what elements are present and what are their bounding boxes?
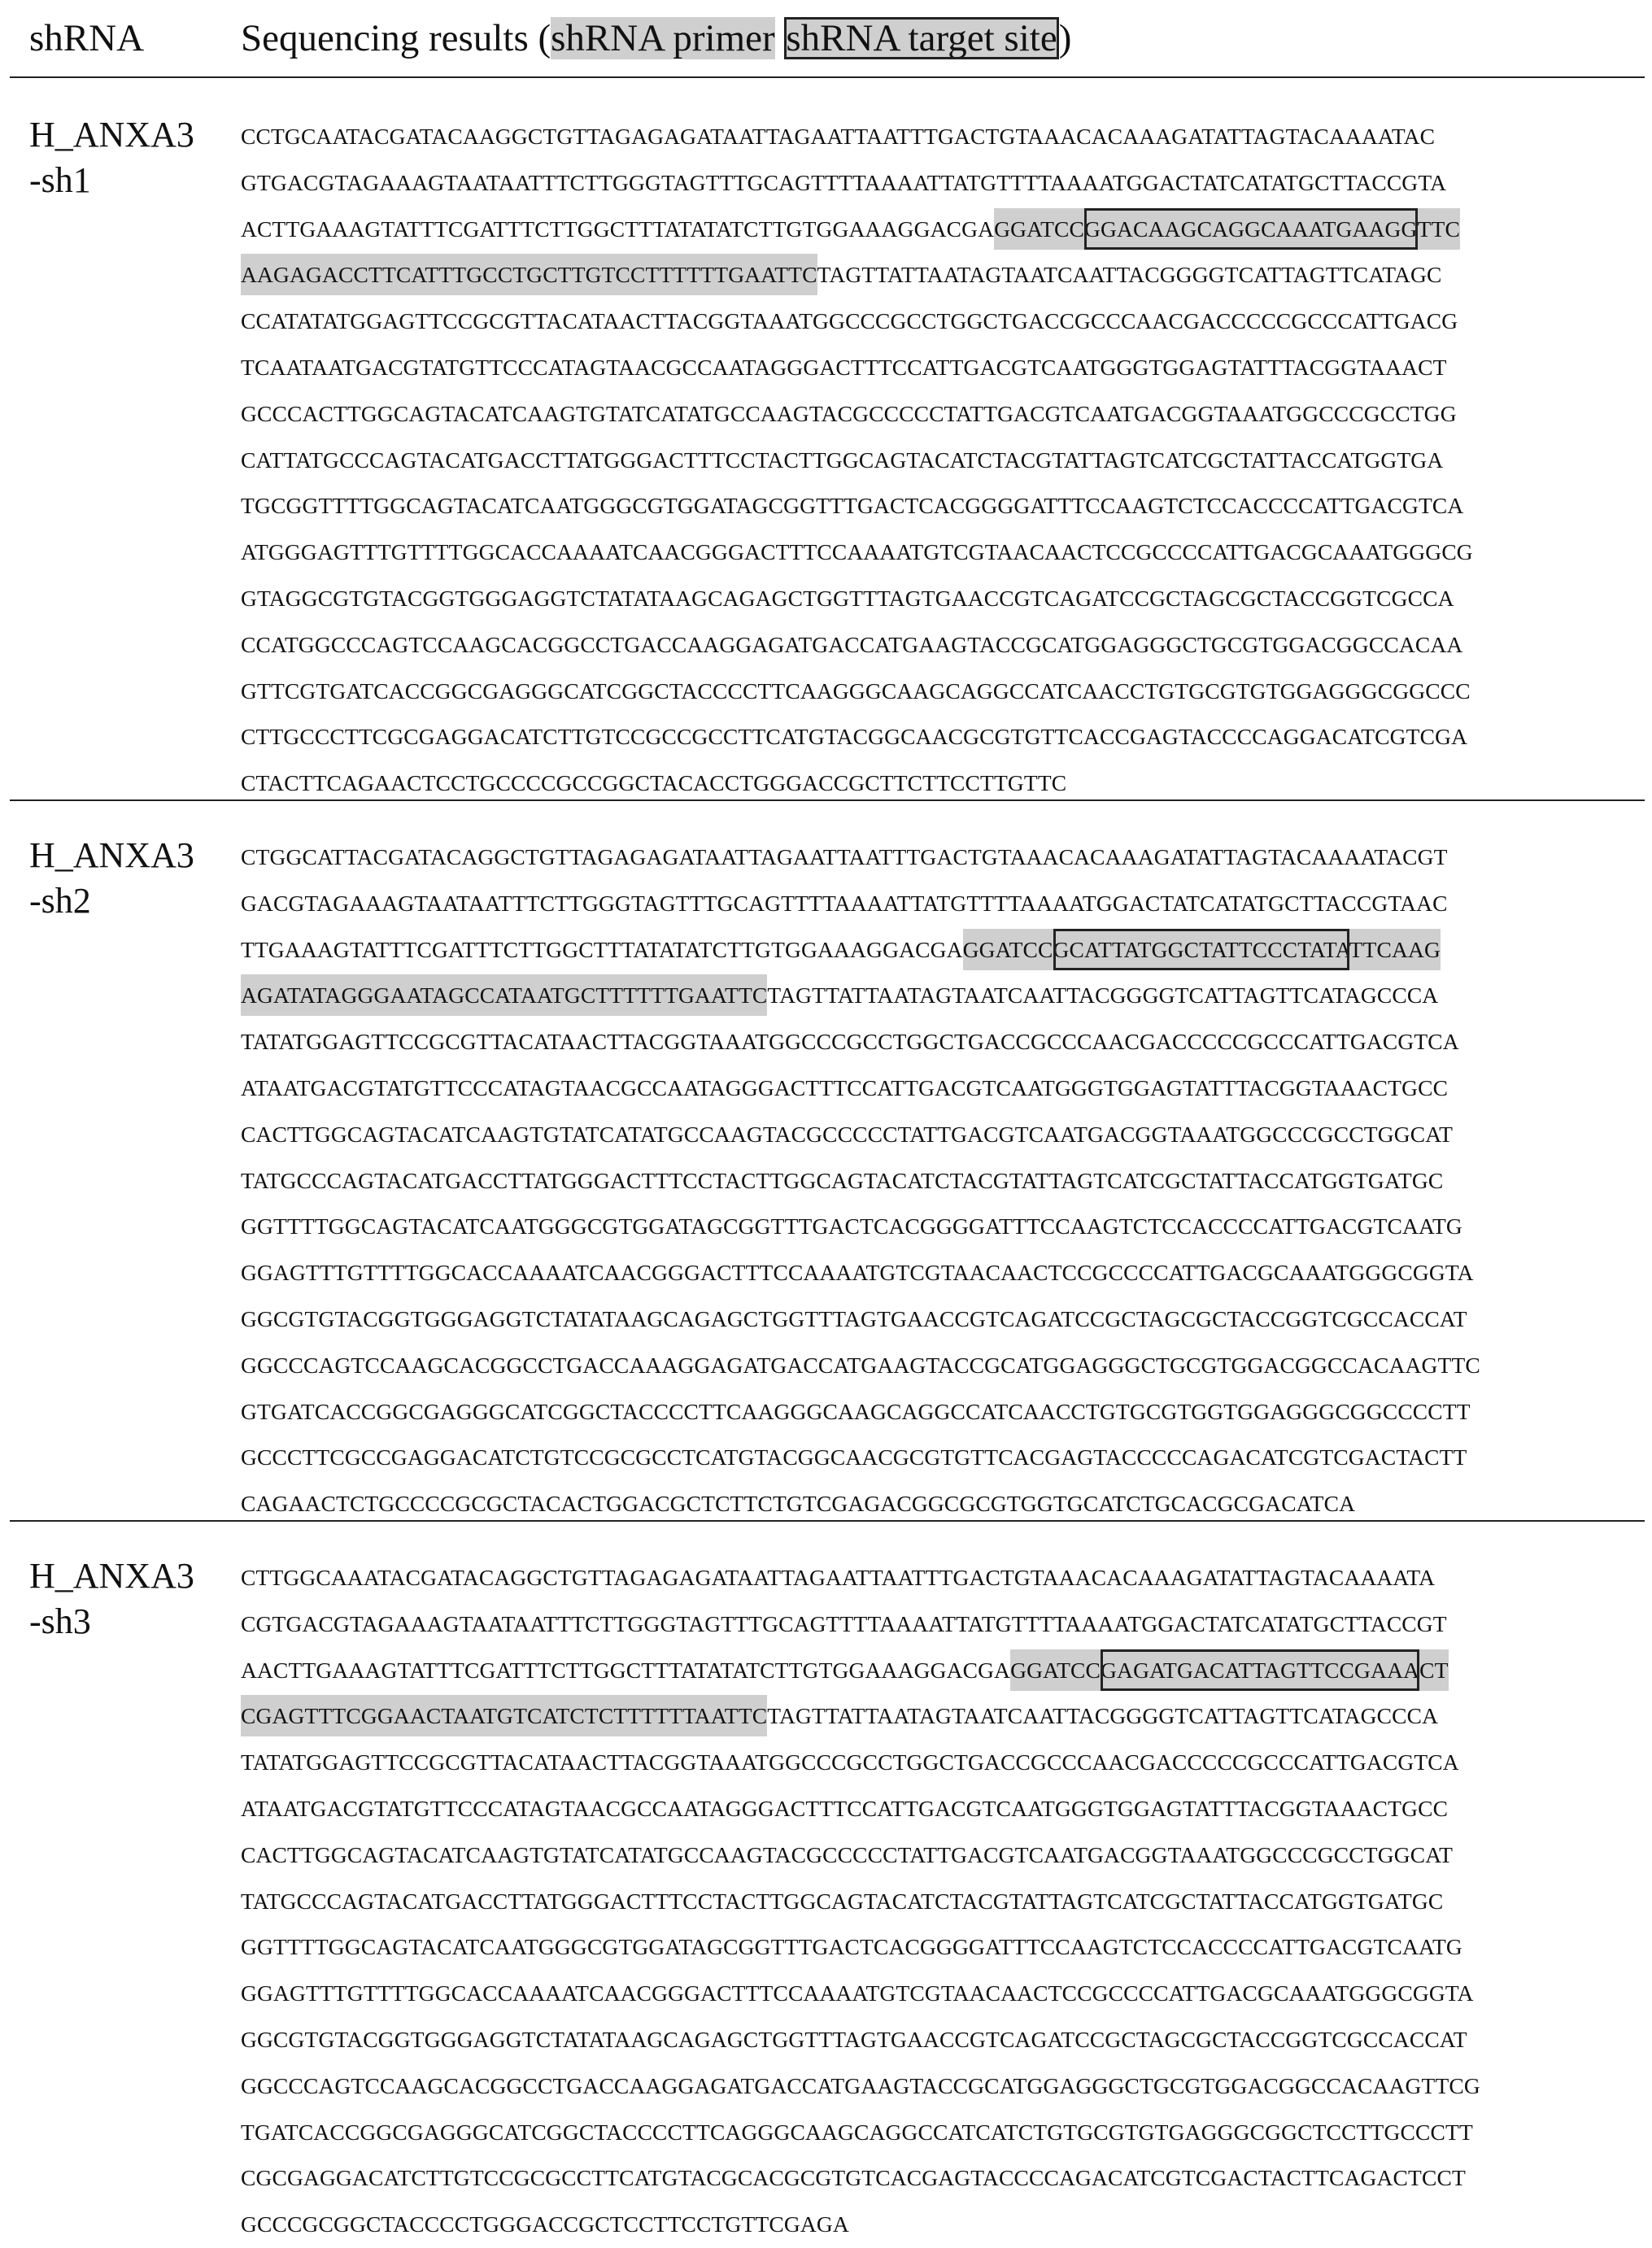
sequence-line <box>241 2110 1640 2156</box>
sequence-segment: ACTTGAAAGTATTTCGATTTCTTGGCTTTATATATCTTGTGGAAAGGACGA <box>241 216 995 242</box>
sequence-segment: CTTGGCAAATACGATACAGGCTGTTAGAGAGATAATTAGAATTAATTTGACTGTAAACACAAAGATATTAGTACAAAATA <box>241 1565 1436 1590</box>
sequence-segment: ATAATGACGTATGTTCCCATAGTAACGCCAATAGGGACTTTCCATTGACGTCAATGGGTGGAGTATTTACGGTAAACTGCC <box>241 1795 1449 1821</box>
sequence-line <box>241 2017 1640 2063</box>
shrna-primer-segment: CT <box>1419 1649 1448 1691</box>
sequence-line <box>241 345 1640 391</box>
sequence-segment: GCCCTTCGCCGAGGACATCTGTCCGCGCCTCATGTACGGCAACGCGTGTTCACGAGTACCCCCAGACATCGTCGACTACTT <box>241 1444 1467 1470</box>
sequence-line <box>241 2202 1640 2248</box>
sequence-segment: GTAGGCGTGTACGGTGGGAGGTCTATATAAGCAGAGCTGGTTTAGTGAACCGTCAGATCCGCTAGCGCTACCGGTCGCCA <box>241 585 1454 611</box>
shrna-label <box>29 1553 194 1645</box>
sequence-line <box>241 1389 1640 1435</box>
sequence-line <box>241 834 1640 881</box>
sequence-segment: ATGGGAGTTTGTTTTGGCACCAAAATCAACGGGACTTTCCAAAATGTCGTAACAACTCCGCCCCATTGACGCAAATGGGCG <box>241 539 1473 565</box>
sequence-line <box>241 1112 1640 1158</box>
legend-shrna-primer: shRNA primer <box>551 17 775 59</box>
shrna-target-site-segment: GGACAAGCAGGCAAATGAAGG <box>1084 208 1418 250</box>
shrna-primer-segment: AAGAGACCTTCATTTGCCTGCTTGTCCTTTTTTGAATTC <box>241 254 817 295</box>
sequence-segment: CGTGACGTAGAAAGTAATAATTTCTTGGGTAGTTTGCAGTTTTAAAATTATGTTTTAAAATGGACTATCATATGCTTACCGT <box>241 1610 1447 1636</box>
shrna-label <box>29 833 194 924</box>
sequence-block <box>241 1555 1640 2248</box>
shrna-primer-segment: AGATATAGGGAATAGCCATAATGCTTTTTTGAATTC <box>241 974 767 1016</box>
sequence-segment: TGCGGTTTTGGCAGTACATCAATGGGCGTGGATAGCGGTTTGACTCACGGGGATTTCCAAGTCTCCACCCCATTGACGTCA <box>241 493 1464 519</box>
sequence-line <box>241 252 1640 298</box>
sequence-line <box>241 298 1640 345</box>
header-rule <box>10 76 1645 78</box>
sequence-line <box>241 529 1640 576</box>
sequence-segment: TCAATAATGACGTATGTTCCCATAGTAACGCCAATAGGGACTTTCCATTGACGTCAATGGGTGGAGTATTTACGGTAAACT <box>241 354 1447 380</box>
legend-shrna-target-site: shRNA target site <box>786 17 1057 59</box>
sequence-line <box>241 207 1640 253</box>
shrna-primer-segment: TTCAAG <box>1349 929 1441 970</box>
sequence-segment: GCCCGCGGCTACCCCTGGGACCGCTCCTTCCTGTTCGAGA <box>241 2211 849 2237</box>
sequence-segment: TAGTTATTAATAGTAATCAATTACGGGGTCATTAGTTCATAGCCCA <box>767 1703 1439 1729</box>
sequence-segment: TATATGGAGTTCCGCGTTACATAACTTACGGTAAATGGCCCGCCTGGCTGACCGCCCAACGACCCCCGCCCATTGACGTCA <box>241 1749 1459 1775</box>
sequence-segment: TAGTTATTAATAGTAATCAATTACGGGGTCATTAGTTCATAGC <box>817 262 1442 288</box>
sequence-segment: GGCGTGTACGGTGGGAGGTCTATATAAGCAGAGCTGGTTTAGTGAACCGTCAGATCCGCTAGCGCTACCGGTCGCCACCAT <box>241 2026 1467 2052</box>
sequence-segment: TTGAAAGTATTTCGATTTCTTGGCTTTATATATCTTGTGGAAAGGACGA <box>241 936 963 962</box>
sequence-segment: AACTTGAAAGTATTTCGATTTCTTGGCTTTATATATCTTGTGGAAAGGACGA <box>241 1657 1011 1683</box>
shrna-label <box>29 112 194 203</box>
sequence-line <box>241 1924 1640 1971</box>
sequence-line <box>241 1065 1640 1112</box>
shrna-label-line2: -sh3 <box>29 1601 91 1641</box>
sequence-line <box>241 1832 1640 1879</box>
sequence-segment: TATGCCCAGTACATGACCTTATGGGACTTTCCTACTTGGCAGTACATCTACGTATTAGTCATCGCTATTACCATGGTGATGC <box>241 1888 1444 1914</box>
sequence-segment: CCATGGCCCAGTCCAAGCACGGCCTGACCAAGGAGATGACCATGAAGTACCGCATGGAGGGCTGCGTGGACGGCCACAA <box>241 631 1463 657</box>
sequence-segment: TAGTTATTAATAGTAATCAATTACGGGGTCATTAGTTCATAGCCCA <box>767 982 1439 1009</box>
sequence-line <box>241 622 1640 669</box>
sequence-line <box>241 1601 1640 1648</box>
sequence-line <box>241 1204 1640 1250</box>
sequence-line <box>241 576 1640 622</box>
header-suffix: ) <box>1058 17 1072 59</box>
row-separator <box>10 1520 1645 1522</box>
sequence-segment: GGCGTGTACGGTGGGAGGTCTATATAAGCAGAGCTGGTTTAGTGAACCGTCAGATCCGCTAGCGCTACCGGTCGCCACCAT <box>241 1305 1467 1331</box>
sequence-line <box>241 1693 1640 1740</box>
sequence-segment: GTGATCACCGGCGAGGGCATCGGCTACCCCTTCAAGGGCAAGCAGGCCATCAACCTGTGCGTGGTGGAGGGCGGCCCCTT <box>241 1398 1471 1424</box>
shrna-primer-segment: CGAGTTTCGGAACTAATGTCATCTCTTTTTTAATTC <box>241 1695 767 1736</box>
shrna-label-line1: H_ANXA3 <box>29 835 194 875</box>
sequence-line <box>241 1250 1640 1296</box>
sequence-line <box>241 1158 1640 1205</box>
shrna-target-site-segment: GAGATGACATTAGTTCCGAAA <box>1101 1649 1419 1691</box>
header-shrna: shRNA <box>29 17 145 59</box>
sequence-segment: CTACTTCAGAACTCCTGCCCCGCCGGCTACACCTGGGACCGCTTCTTCCTTGTTC <box>241 770 1067 796</box>
sequence-segment: CACTTGGCAGTACATCAAGTGTATCATATGCCAAGTACGCCCCCTATTGACGTCAATGACGGTAAATGGCCCGCCTGGCAT <box>241 1841 1454 1867</box>
sequence-line <box>241 714 1640 760</box>
sequence-line <box>241 2155 1640 2202</box>
sequence-line <box>241 1296 1640 1343</box>
sequence-segment: GCCCACTTGGCAGTACATCAAGTGTATCATATGCCAAGTACGCCCCCTATTGACGTCAATGACGGTAAATGGCCCGCCTGG <box>241 400 1457 426</box>
sequence-line <box>241 483 1640 529</box>
sequence-line <box>241 1555 1640 1601</box>
header-sequencing-results <box>241 10 1071 67</box>
sequence-line <box>241 1879 1640 1925</box>
sequence-line <box>241 1435 1640 1481</box>
sequence-segment: TATGCCCAGTACATGACCTTATGGGACTTTCCTACTTGGCAGTACATCTACGTATTAGTCATCGCTATTACCATGGTGATGC <box>241 1167 1444 1193</box>
sequence-segment: CAGAACTCTGCCCCGCGCTACACTGGACGCTCTTCTGTCGAGACGGCGCGTGGTGCATCTGCACGCGACATCA <box>241 1491 1356 1517</box>
sequence-segment: GGTTTTGGCAGTACATCAATGGGCGTGGATAGCGGTTTGACTCACGGGGATTTCCAAGTCTCCACCCCATTGACGTCAATG <box>241 1213 1462 1239</box>
shrna-primer-segment: GGATCC <box>963 929 1053 970</box>
sequence-segment: GACGTAGAAAGTAATAATTTCTTGGGTAGTTTGCAGTTTTAAAATTATGTTTTAAAATGGACTATCATATGCTTACCGTAAC <box>241 890 1448 916</box>
sequence-line <box>241 160 1640 207</box>
shrna-label-line2: -sh2 <box>29 881 91 921</box>
sequence-segment: CCTGCAATACGATACAAGGCTGTTAGAGAGATAATTAGAATTAATTTGACTGTAAACACAAAGATATTAGTACAAAATAC <box>241 124 1436 149</box>
sequence-line <box>241 1740 1640 1786</box>
sequence-segment: ATAATGACGTATGTTCCCATAGTAACGCCAATAGGGACTTTCCATTGACGTCAATGGGTGGAGTATTTACGGTAAACTGCC <box>241 1074 1449 1100</box>
sequence-line <box>241 1971 1640 2017</box>
sequence-line <box>241 1786 1640 1832</box>
sequence-segment: CCATATATGGAGTTCCGCGTTACATAACTTACGGTAAATGGCCCGCCTGGCTGACCGCCCAACGACCCCCGCCCATTGACG <box>241 308 1458 334</box>
row-separator <box>10 799 1645 801</box>
sequence-line <box>241 2063 1640 2110</box>
sequence-line <box>241 669 1640 715</box>
sequence-segment: GTTCGTGATCACCGGCGAGGGCATCGGCTACCCCTTCAAGGGCAAGCAGGCCATCAACCTGTGCGTGTGGAGGGCGGCCC <box>241 677 1471 704</box>
shrna-label-line2: -sh1 <box>29 160 91 200</box>
shrna-primer-segment: GGATCC <box>1010 1649 1101 1691</box>
shrna-target-site-segment: GCATTATGGCTATTCCCTATA <box>1053 929 1349 970</box>
shrna-label-line1: H_ANXA3 <box>29 115 194 155</box>
sequence-segment: TGATCACCGGCGAGGGCATCGGCTACCCCTTCAGGGCAAGCAGGCCATCATCTGTGCGTGTGAGGGCGGCTCCTTGCCCTT <box>241 2119 1473 2145</box>
sequence-block <box>241 834 1640 1527</box>
sequence-segment: CATTATGCCCAGTACATGACCTTATGGGACTTTCCTACTTGGCAGTACATCTACGTATTAGTCATCGCTATTACCATGGTGA <box>241 447 1444 473</box>
sequence-line <box>241 1648 1640 1694</box>
sequence-segment: CTTGCCCTTCGCGAGGACATCTTGTCCGCCGCCTTCATGTACGGCAACGCGTGTTCACCGAGTACCCCAGGACATCGTCGA <box>241 724 1468 750</box>
sequence-line <box>241 927 1640 974</box>
sequence-block <box>241 114 1640 807</box>
sequence-line <box>241 391 1640 438</box>
header-prefix: Sequencing results ( <box>241 17 551 59</box>
sequence-line <box>241 881 1640 927</box>
shrna-primer-segment: TTC <box>1418 208 1460 250</box>
sequence-segment: CACTTGGCAGTACATCAAGTGTATCATATGCCAAGTACGCCCCCTATTGACGTCAATGACGGTAAATGGCCCGCCTGGCAT <box>241 1121 1454 1147</box>
sequence-line <box>241 1343 1640 1389</box>
shrna-primer-segment: GGATCC <box>994 208 1084 250</box>
sequence-segment: GGAGTTTGTTTTGGCACCAAAATCAACGGGACTTTCCAAAATGTCGTAACAACTCCGCCCCATTGACGCAAATGGGCGGTA <box>241 1260 1474 1286</box>
sequence-line <box>241 114 1640 160</box>
sequence-segment: GGCCCAGTCCAAGCACGGCCTGACCAAGGAGATGACCATGAAGTACCGCATGGAGGGCTGCGTGGACGGCCACAAGTTCG <box>241 2072 1480 2098</box>
sequence-segment: GGTTTTGGCAGTACATCAATGGGCGTGGATAGCGGTTTGACTCACGGGGATTTCCAAGTCTCCACCCCATTGACGTCAATG <box>241 1934 1462 1960</box>
sequence-line <box>241 1019 1640 1065</box>
sequence-segment: TATATGGAGTTCCGCGTTACATAACTTACGGTAAATGGCCCGCCTGGCTGACCGCCCAACGACCCCCGCCCATTGACGTCA <box>241 1029 1459 1055</box>
sequence-line <box>241 973 1640 1019</box>
sequence-line <box>241 438 1640 484</box>
sequence-segment: GTGACGTAGAAAGTAATAATTTCTTGGGTAGTTTGCAGTTTTAAAATTATGTTTTAAAATGGACTATCATATGCTTACCGTA <box>241 169 1447 195</box>
sequence-segment: GGCCCAGTCCAAGCACGGCCTGACCAAAGGAGATGACCATGAAGTACCGCATGGAGGGCTGCGTGGACGGCCACAAGTTC <box>241 1352 1480 1378</box>
sequence-segment: CTGGCATTACGATACAGGCTGTTAGAGAGATAATTAGAATTAATTTGACTGTAAACACAAAGATATTAGTACAAAATACGT <box>241 844 1448 869</box>
shrna-label-line1: H_ANXA3 <box>29 1556 194 1596</box>
sequence-segment: GGAGTTTGTTTTGGCACCAAAATCAACGGGACTTTCCAAAATGTCGTAACAACTCCGCCCCATTGACGCAAATGGGCGGTA <box>241 1980 1474 2006</box>
sequence-segment: CGCGAGGACATCTTGTCCGCGCCTTCATGTACGCACGCGTGTCACGAGTACCCCAGACATCGTCGACTACTTCAGACTCCT <box>241 2165 1466 2191</box>
